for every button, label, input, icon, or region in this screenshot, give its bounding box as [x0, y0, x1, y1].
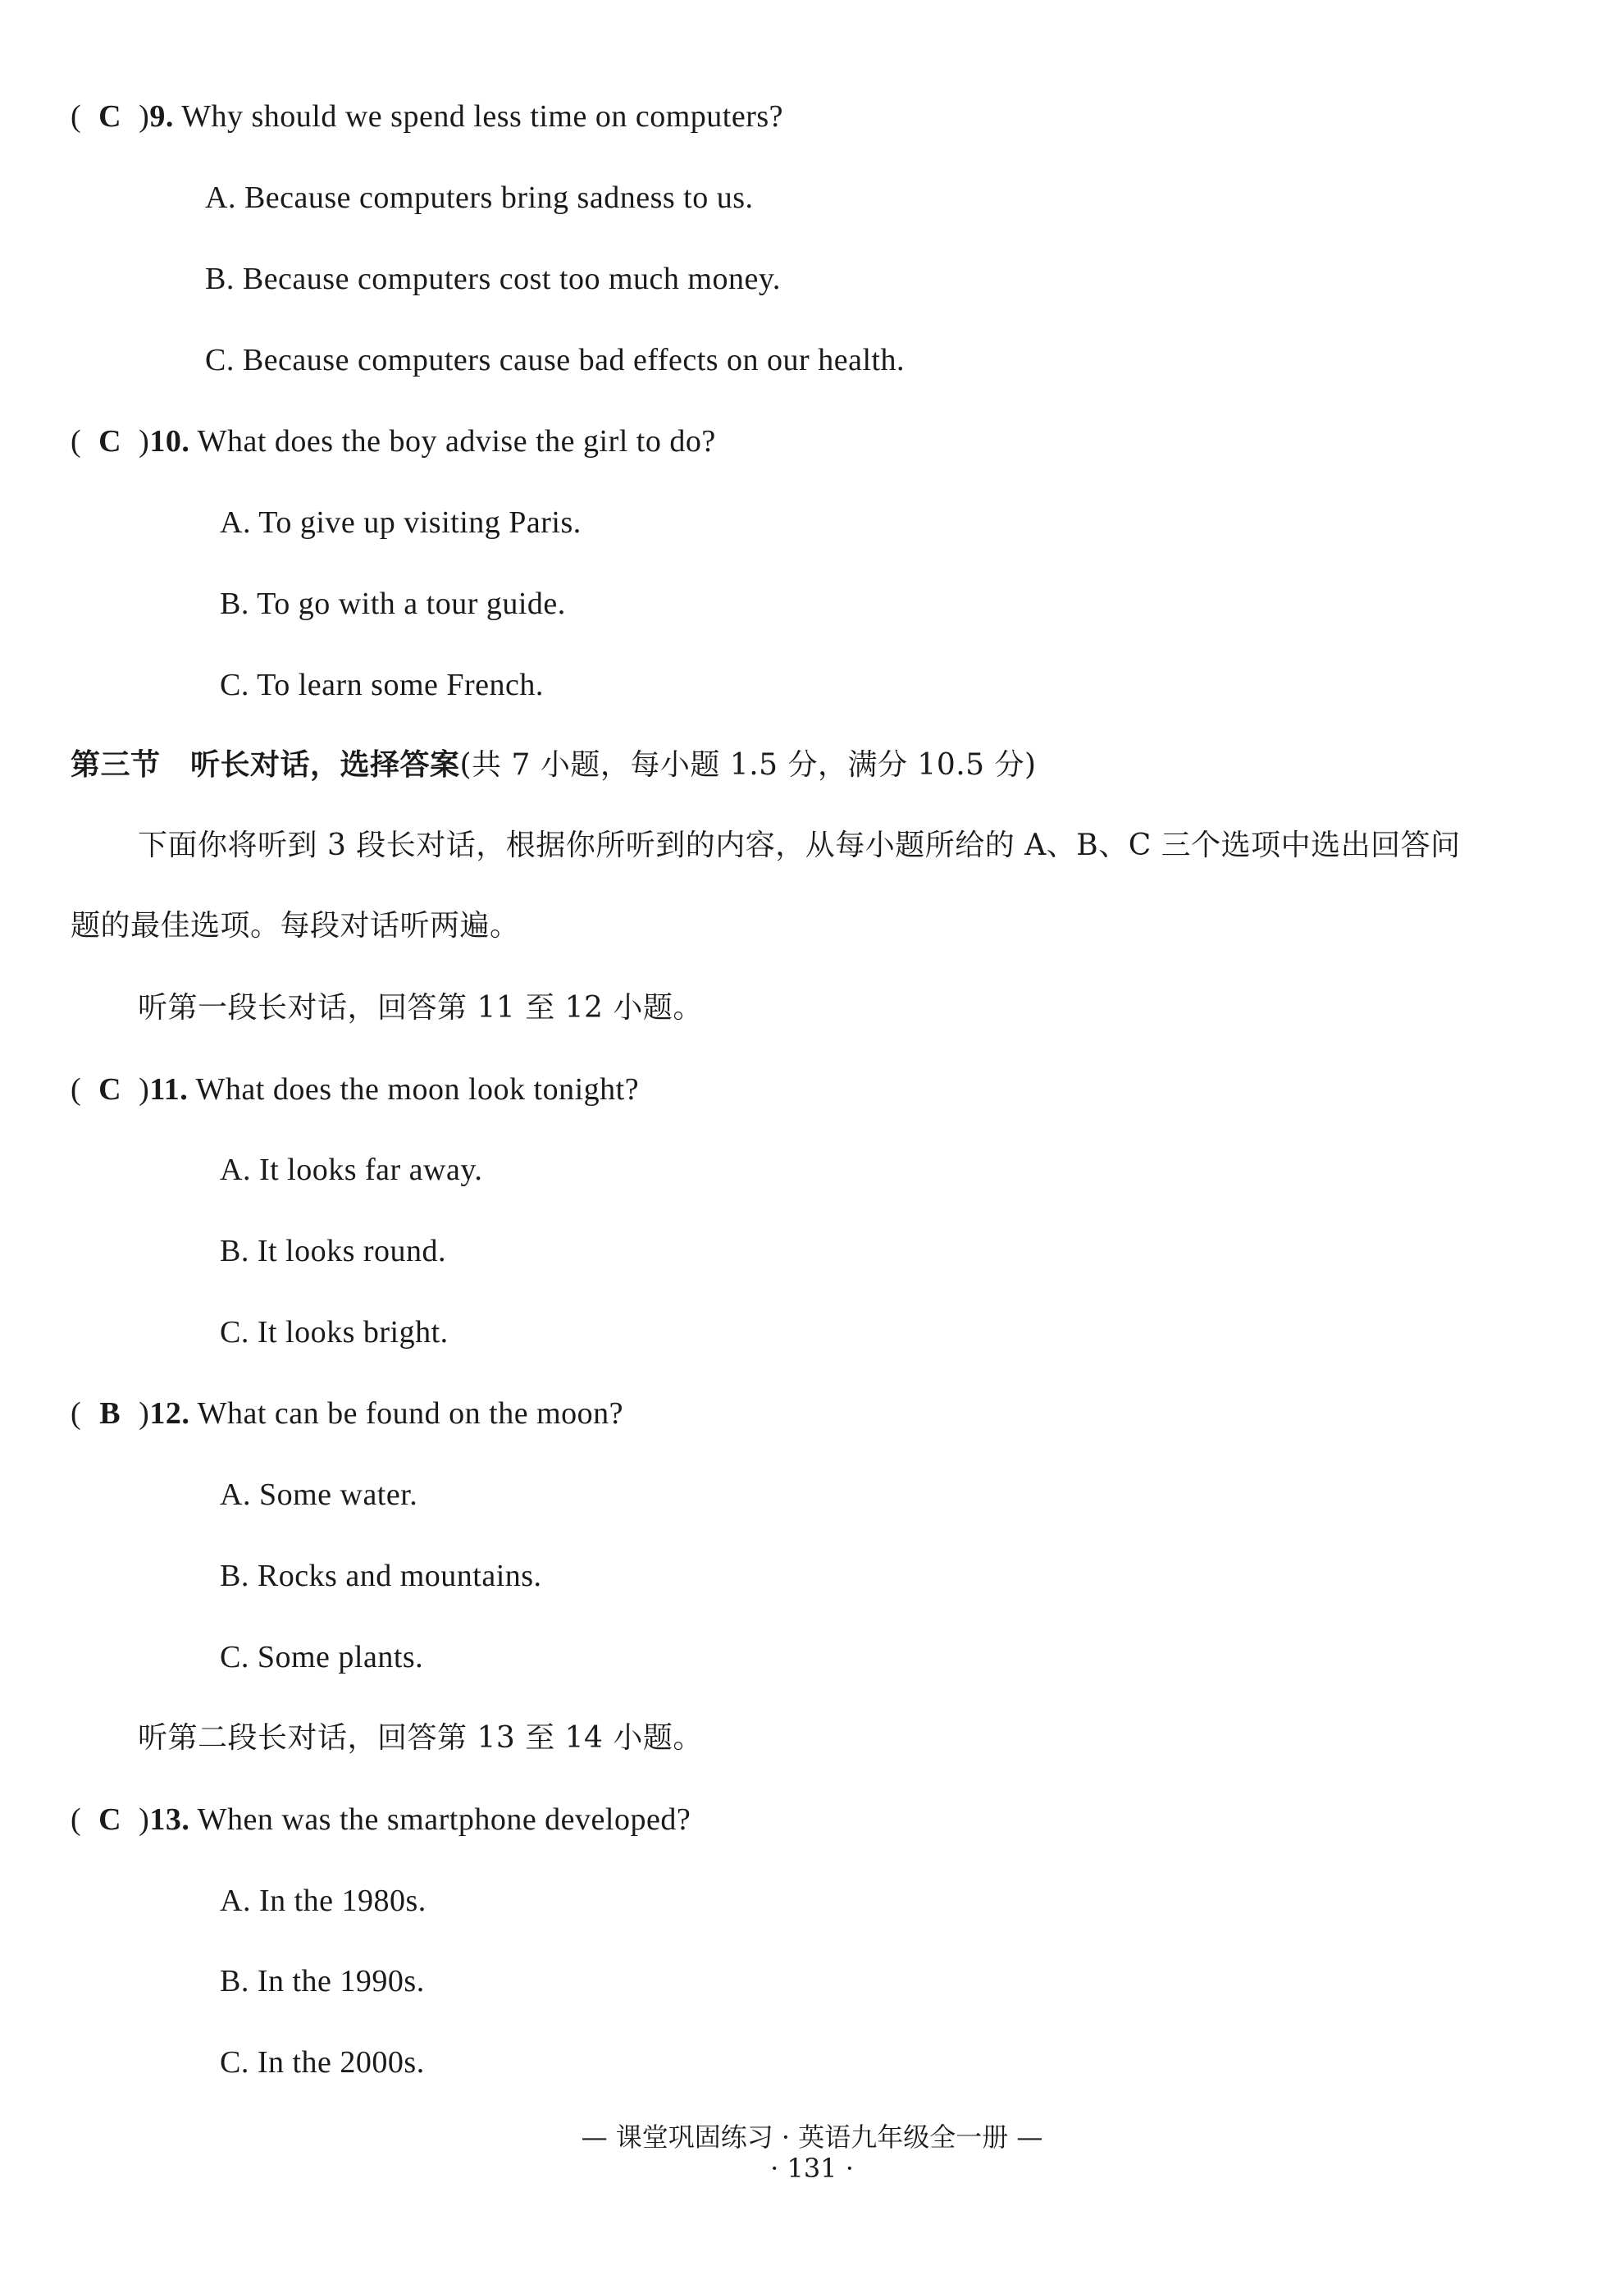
page-number: · 131 ·	[770, 2153, 854, 2184]
dialogue-intro-2: 听第二段长对话，回答第 13 至 14 小题。	[138, 1721, 703, 1755]
answer-letter: C	[98, 99, 122, 134]
question-number: 11.	[149, 1072, 189, 1107]
answer-paren-close: )	[139, 424, 150, 459]
option-a: A. In the 1980s.	[220, 1884, 427, 1918]
footer-book-title: — 课堂巩固练习 · 英语九年级全一册 —	[581, 2121, 1043, 2153]
answer-paren-close: )	[139, 99, 150, 134]
option-b: B. To go with a tour guide.	[220, 587, 566, 621]
question-text: What does the moon look tonight?	[195, 1072, 640, 1107]
option-b: B. Rocks and mountains.	[220, 1559, 542, 1593]
answer-paren-open: (	[71, 1802, 82, 1837]
answer-letter: B	[99, 1396, 121, 1431]
answer-paren-open: (	[71, 1396, 82, 1431]
option-a: A. Because computers bring sadness to us.	[205, 180, 754, 215]
option-c: C. Because computers cause bad effects on our health.	[205, 343, 906, 377]
answer-paren-open: (	[71, 424, 82, 459]
question-text: When was the smartphone developed?	[197, 1802, 691, 1837]
question-number: 10.	[149, 424, 190, 459]
answer-paren-open: (	[71, 1072, 82, 1107]
question-13	[71, 1799, 691, 1840]
option-c: C. Some plants.	[220, 1640, 424, 1674]
section-note: (共 7 小题，每小题 1.5 分，满分 10.5 分)	[459, 748, 1037, 782]
answer-letter: C	[98, 1802, 122, 1837]
answer-paren-open: (	[71, 99, 82, 134]
section-instruction-line-2: 题的最佳选项。每段对话听两遍。	[71, 909, 520, 943]
answer-paren-close: )	[139, 1072, 150, 1107]
option-a: A. To give up visiting Paris.	[220, 505, 582, 540]
option-b: B. It looks round.	[220, 1234, 447, 1268]
option-c: C. To learn some French.	[220, 668, 544, 702]
question-10	[71, 421, 716, 462]
option-c: C. It looks bright.	[220, 1315, 449, 1350]
answer-paren-close: )	[139, 1396, 150, 1431]
answer-paren-close: )	[139, 1802, 150, 1837]
question-number: 13.	[149, 1802, 190, 1837]
question-text: Why should we spend less time on computers?	[181, 99, 784, 134]
option-a: A. It looks far away.	[220, 1153, 483, 1187]
option-b: B. In the 1990s.	[220, 1964, 425, 1998]
section-heading	[71, 745, 1037, 786]
option-a: A. Some water.	[220, 1477, 418, 1512]
answer-letter: C	[98, 1072, 122, 1107]
question-11	[71, 1069, 639, 1110]
option-b: B. Because computers cost too much money.	[205, 262, 781, 296]
question-text: What can be found on the moon?	[197, 1396, 624, 1431]
section-title: 第三节 听长对话，选择答案	[71, 748, 460, 782]
question-9	[71, 96, 783, 137]
answer-letter: C	[98, 424, 122, 459]
question-number: 12.	[149, 1396, 190, 1431]
section-instruction-line-1: 下面你将听到 3 段长对话，根据你所听到的内容，从每小题所给的 A、B、C 三个选项中选出回答问	[138, 829, 1461, 862]
option-c: C. In the 2000s.	[220, 2045, 425, 2080]
question-text: What does the boy advise the girl to do?	[197, 424, 716, 459]
question-number: 9.	[149, 99, 174, 134]
dialogue-intro-1: 听第一段长对话，回答第 11 至 12 小题。	[138, 991, 703, 1025]
question-12	[71, 1393, 623, 1434]
